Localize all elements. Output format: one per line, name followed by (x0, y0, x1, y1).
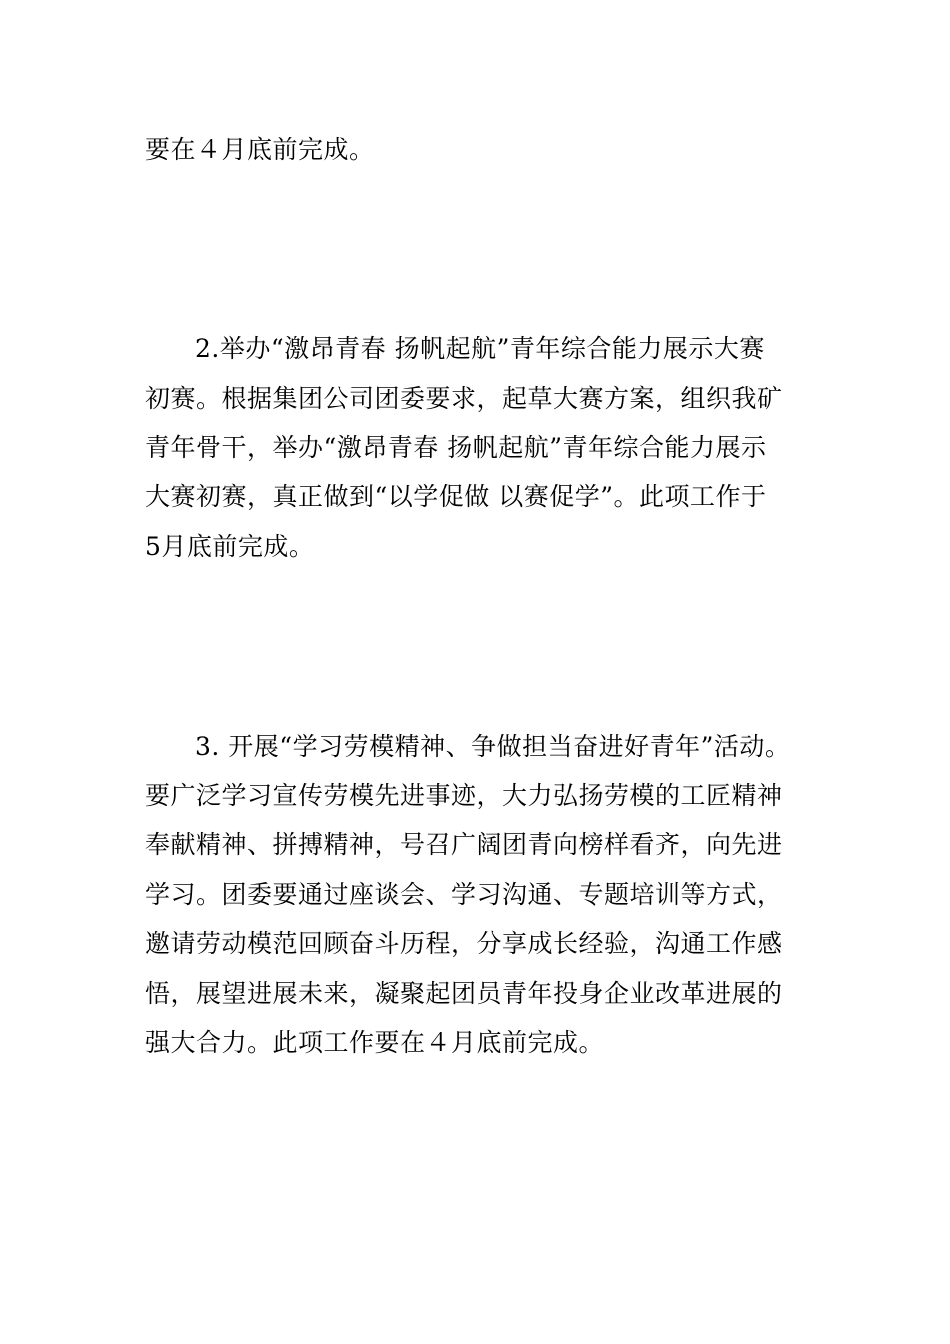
paragraph-3-line-5: 邀请劳动模范回顾奋斗历程，分享成长经验，沟通工作感 (145, 929, 783, 958)
paragraph-2-line-5: 5月底前完成。 (145, 532, 315, 561)
paragraph-2-line-4: 大赛初赛，真正做到“以学促做 以赛促学”。此项工作于 (145, 482, 767, 511)
paragraph-2-line-3: 青年骨干，举办“激昂青春 扬帆起航”青年综合能力展示 (145, 433, 767, 462)
paragraph-2-line-1: 2.举办“激昂青春 扬帆起航”青年综合能力展示大赛 (195, 334, 765, 363)
paragraph-3-line-2: 要广泛学习宣传劳模先进事迹，大力弘扬劳模的工匠精神 (145, 781, 783, 810)
paragraph-3-line-6: 悟，展望进展未来，凝聚起团员青年投身企业改革进展的 (145, 979, 783, 1008)
paragraph-3-line-1: 3. 开展“学习劳模精神、争做担当奋进好青年”活动。 (195, 732, 791, 761)
paragraph-1-line-1: 要在４月底前完成。 (145, 135, 375, 164)
paragraph-3-line-4: 学习。团委要通过座谈会、学习沟通、专题培训等方式， (145, 880, 783, 909)
paragraph-2-line-2: 初赛。根据集团公司团委要求，起草大赛方案，组织我矿 (145, 384, 783, 413)
paragraph-3-line-7: 强大合力。此项工作要在４月底前完成。 (145, 1028, 605, 1057)
paragraph-3-line-3: 奉献精神、拼搏精神，号召广阔团青向榜样看齐，向先进 (145, 830, 783, 859)
